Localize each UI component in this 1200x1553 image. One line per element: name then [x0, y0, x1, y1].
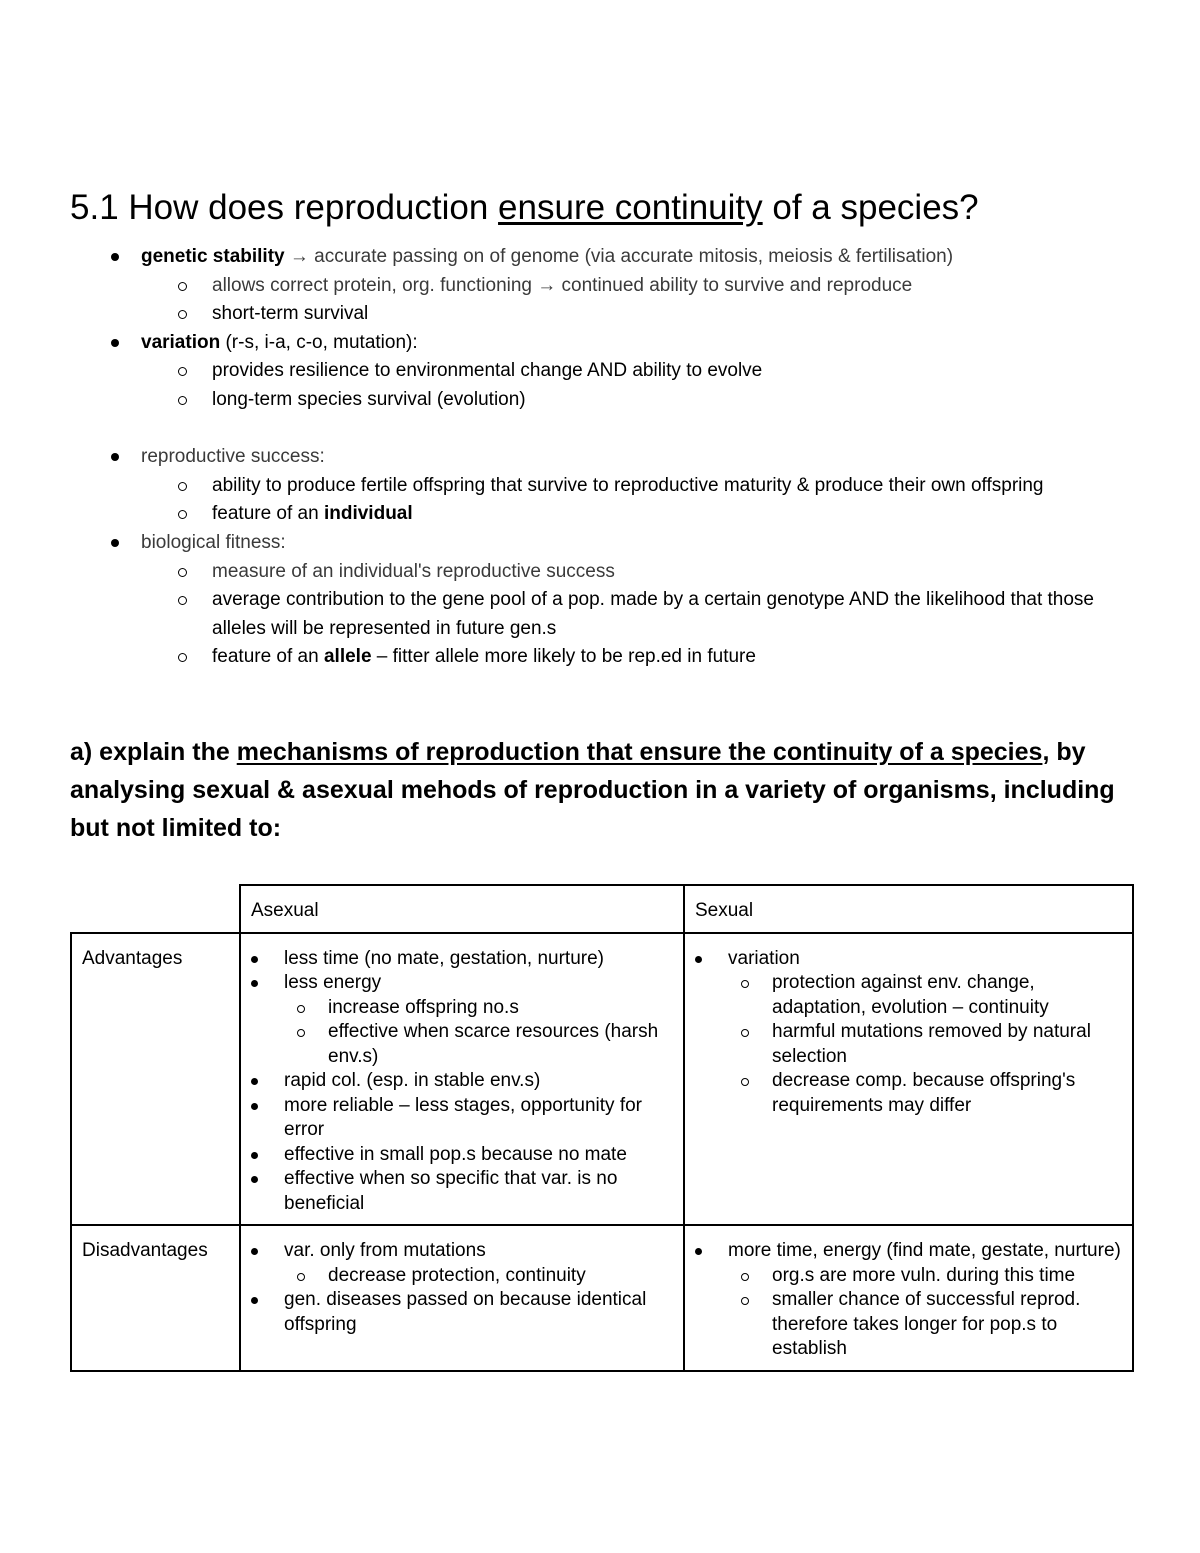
comparison-table	[70, 884, 1134, 1372]
heading-text-end: , by analysing sexual & asexual mehods of reproduction in a variety of organisms, including but not limited to:	[70, 738, 1115, 842]
sub-list-item: decrease comp. because offspring's requirements may differ	[728, 1069, 1122, 1118]
list-item-text: more time, energy (find mate, gestate, nurture)	[728, 1240, 1121, 1261]
cell-sublist	[728, 1264, 1122, 1362]
term-genetic-stability: genetic stability	[141, 246, 285, 267]
table-corner-cell	[71, 885, 240, 933]
sub-list-item	[141, 500, 1130, 529]
list-item-genetic-stability	[70, 243, 1130, 329]
list-item	[695, 1239, 1122, 1362]
sub-list-item: long-term species survival (evolution)	[141, 386, 1130, 415]
sublist	[141, 357, 1130, 414]
sub-list-item: provides resilience to environmental change AND ability to evolve	[141, 357, 1130, 386]
cell-list	[695, 1239, 1122, 1362]
list-item-biological-fitness	[70, 529, 1130, 672]
sub-list-item: harmful mutations removed by natural selection	[728, 1020, 1122, 1069]
term-biological-fitness: biological fitness:	[141, 531, 286, 553]
cell-sublist	[284, 996, 673, 1070]
cell-asexual-disadvantages	[240, 1225, 684, 1371]
sub-list-item: effective when scarce resources (harsh env.s)	[284, 1020, 673, 1069]
sublist	[141, 472, 1130, 529]
sublist	[141, 272, 1130, 329]
section-heading	[70, 733, 1140, 847]
heading-underlined-text: mechanisms of reproduction that ensure the continuity of a species	[236, 738, 1043, 766]
title-text-end: of a species?	[762, 188, 979, 227]
cell-list	[251, 1239, 673, 1337]
sub-list-item: average contribution to the gene pool of a pop. made by a certain genotype AND the likelihood that those alleles will be represented in future gen.s	[141, 586, 1130, 643]
sub-list-item: smaller chance of successful reprod. therefore takes longer for pop.s to establish	[728, 1288, 1122, 1362]
sublist	[141, 558, 1130, 672]
sub-item-bold: individual	[323, 503, 413, 525]
list-item-text: less energy	[284, 972, 382, 993]
key-concepts-list	[70, 243, 1130, 672]
definition-text: (r-s, i-a, c-o, mutation):	[220, 331, 418, 353]
sub-item-text-end: – fitter allele more likely to be rep.ed in future	[371, 646, 756, 668]
heading-text: a) explain the	[70, 738, 237, 766]
cell-list	[695, 947, 1122, 1119]
list-item: rapid col. (esp. in stable env.s)	[251, 1069, 673, 1094]
cell-asexual-advantages	[240, 933, 684, 1226]
cell-sexual-advantages	[684, 933, 1133, 1226]
list-item-reproductive-success	[70, 443, 1130, 529]
table-row-advantages	[71, 933, 1133, 1226]
sub-item-text: feature of an	[212, 646, 324, 668]
cell-sublist	[284, 1264, 673, 1289]
list-item: effective in small pop.s because no mate	[251, 1143, 673, 1168]
cell-sexual-disadvantages	[684, 1225, 1133, 1371]
definition-text: → accurate passing on of genome (via accurate mitosis, meiosis & fertilisation)	[284, 246, 954, 267]
sub-list-item	[141, 643, 1130, 672]
term-variation: variation	[141, 331, 221, 353]
row-label-advantages: Advantages	[71, 933, 240, 1226]
list-item: gen. diseases passed on because identical offspring	[251, 1288, 673, 1337]
cell-list	[251, 947, 673, 1217]
list-item	[251, 971, 673, 1069]
list-item	[251, 1239, 673, 1288]
column-header-sexual: Sexual	[684, 885, 1133, 933]
sub-list-item: short-term survival	[141, 300, 1130, 329]
list-item	[695, 947, 1122, 1119]
sub-list-item: org.s are more vuln. during this time	[728, 1264, 1122, 1289]
cell-sublist	[728, 971, 1122, 1118]
title-text: 5.1 How does reproduction	[70, 188, 499, 227]
sub-list-item: measure of an individual's reproductive success	[141, 558, 1130, 587]
list-item-variation	[70, 329, 1130, 415]
table-header-row	[71, 885, 1133, 933]
sub-list-item: ability to produce fertile offspring that survive to reproductive maturity & produce their own offspring	[141, 472, 1130, 501]
title-underlined-text: ensure continuity	[498, 188, 763, 227]
list-item-text: var. only from mutations	[284, 1240, 486, 1261]
sub-list-item: allows correct protein, org. functioning → continued ability to survive and reproduce	[141, 272, 1130, 301]
list-item: more reliable – less stages, opportunity for error	[251, 1094, 673, 1143]
page-title	[70, 182, 979, 234]
list-item: less time (no mate, gestation, nurture)	[251, 947, 673, 972]
column-header-asexual: Asexual	[240, 885, 684, 933]
list-item-text: variation	[728, 947, 800, 969]
term-reproductive-success: reproductive success:	[141, 446, 325, 468]
sub-list-item: increase offspring no.s	[284, 996, 673, 1021]
sub-item-text: feature of an	[212, 503, 324, 525]
row-label-disadvantages: Disadvantages	[71, 1225, 240, 1371]
sub-list-item: protection against env. change, adaptation, evolution – continuity	[728, 971, 1122, 1020]
sub-list-item: decrease protection, continuity	[284, 1264, 673, 1289]
sub-item-bold: allele	[323, 646, 372, 668]
list-item: effective when so specific that var. is no beneficial	[251, 1167, 673, 1216]
table-row-disadvantages	[71, 1225, 1133, 1371]
